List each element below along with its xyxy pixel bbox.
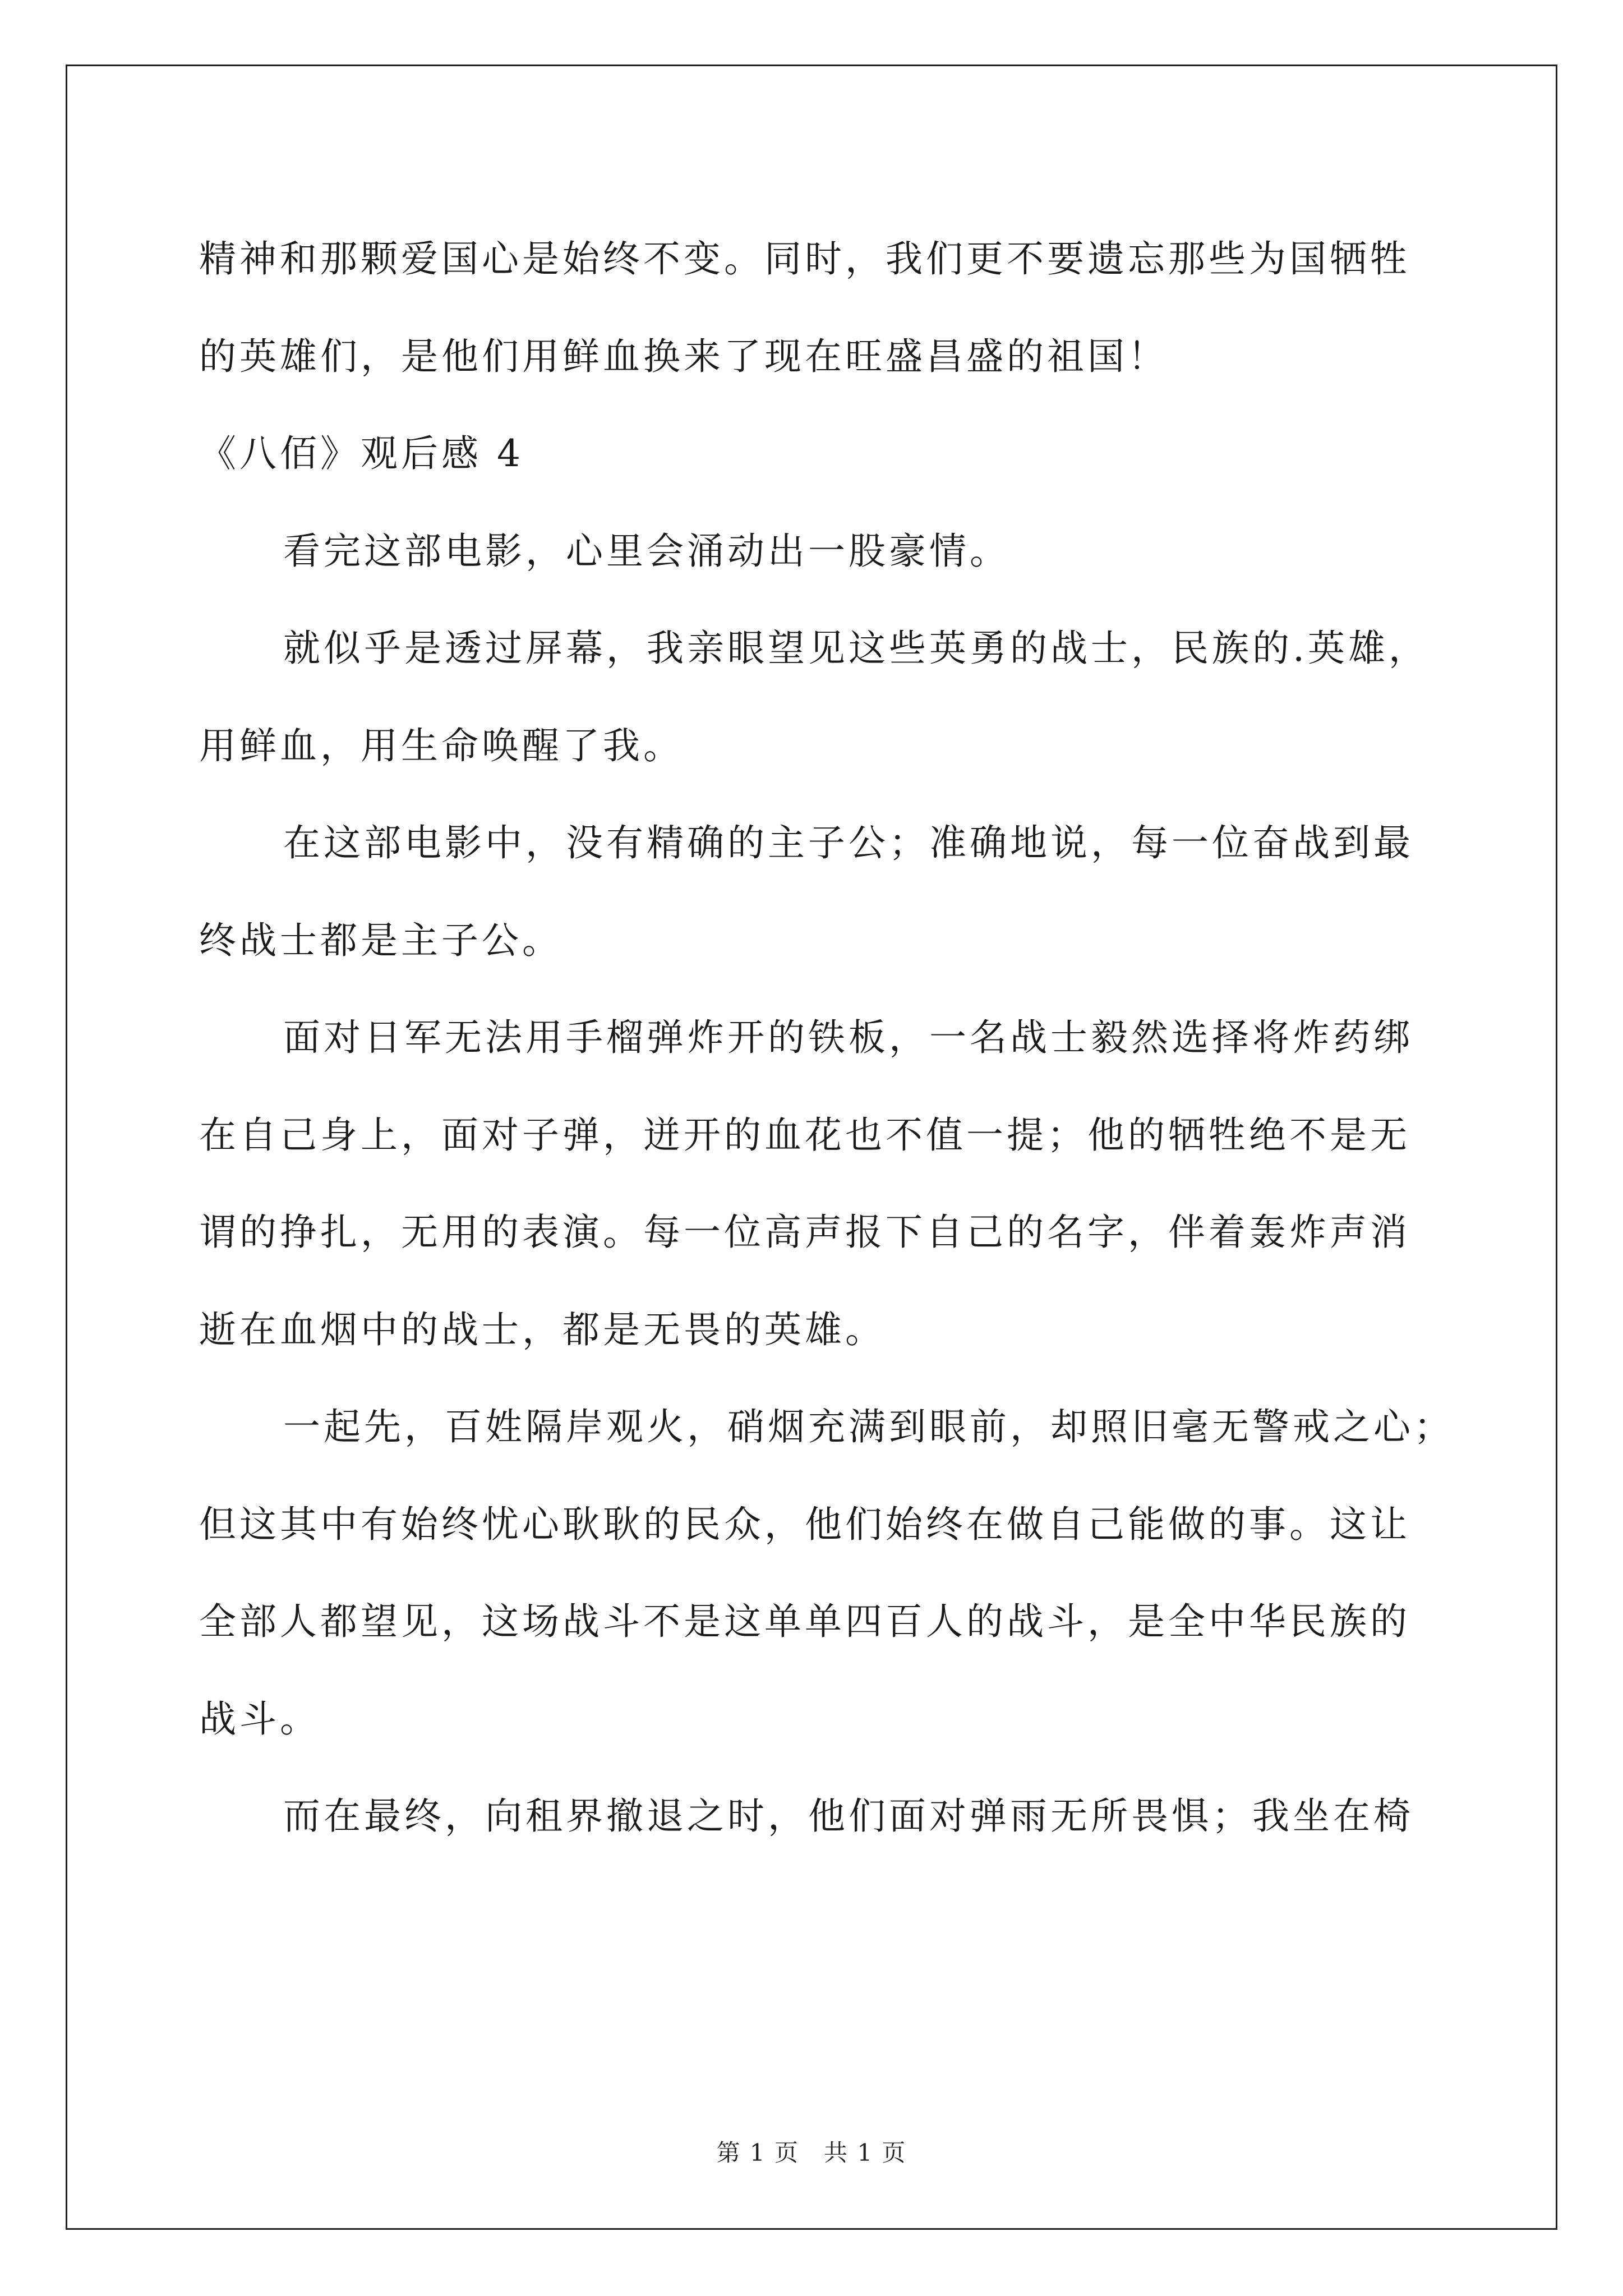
text-line: 精神和那颗爱国心是始终不变。同时，我们更不要遗忘那些为国牺牲	[199, 237, 1410, 280]
text-line: 在自己身上，面对子弹，迸开的血花也不值一提；他的牺牲绝不是无	[199, 1113, 1410, 1157]
text-line: 面对日军无法用手榴弹炸开的铁板，一名战士毅然选择将炸药绑	[283, 1016, 1414, 1059]
text-line: 就似乎是透过屏幕，我亲眼望见这些英勇的战士，民族的.英雄，	[283, 627, 1429, 670]
text-line: 一起先，百姓隔岸观火，硝烟充满到眼前，却照旧毫无警戒之心；	[283, 1405, 1454, 1448]
document-body	[199, 210, 1454, 1865]
text-line: 全部人都望见，这场战斗不是这单单四百人的战斗，是全中华民族的	[199, 1600, 1410, 1643]
text-line: 终战士都是主子公。	[199, 918, 562, 962]
text-line: 谓的挣扎，无用的表演。每一位高声报下自己的名字，伴着轰炸声消	[199, 1211, 1410, 1254]
text-line: 但这其中有始终忧心耿耿的民众，他们始终在做自己能做的事。这让	[199, 1502, 1410, 1546]
text-line: 看完这部电影，心里会涌动出一股豪情。	[283, 529, 1010, 573]
text-line: 的英雄们，是他们用鲜血换来了现在旺盛昌盛的祖国！	[199, 334, 1168, 378]
text-line: 逝在血烟中的战士，都是无畏的英雄。	[199, 1308, 886, 1351]
section-heading: 《八佰》观后感 4	[199, 432, 524, 475]
page-footer: 第 1 页 共 1 页	[716, 2139, 907, 2166]
text-line: 在这部电影中，没有精确的主子公；准确地说，每一位奋战到最	[283, 821, 1414, 864]
text-line: 战斗。	[199, 1697, 320, 1741]
text-line: 用鲜血，用生命唤醒了我。	[199, 724, 684, 767]
text-line: 而在最终，向租界撤退之时，他们面对弹雨无所畏惧；我坐在椅	[283, 1795, 1414, 1838]
